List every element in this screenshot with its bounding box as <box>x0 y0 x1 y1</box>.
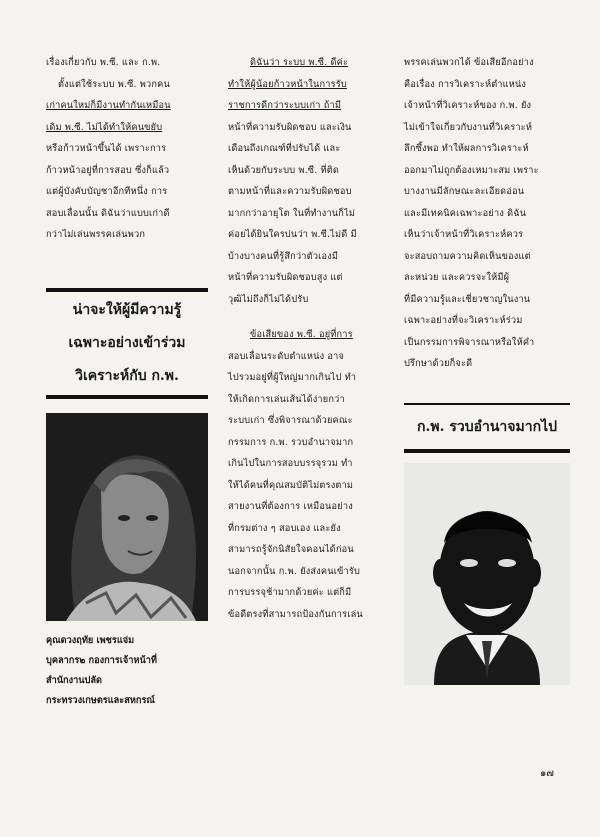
text-line: ก้าวหน้าอยู่ที่การสอบ ซึ่งก็แล้ว <box>46 164 170 176</box>
portrait-photo-man-icon <box>404 463 570 685</box>
headline-line: เฉพาะอย่างเข้าร่วม <box>68 334 186 351</box>
caption-line: สำนักงานปลัด <box>46 674 102 686</box>
col1-para1: เรื่องเกี่ยวกับ พ.ซี. และ ก.พ. <box>46 57 161 68</box>
headline-line: วิเคราะห์กับ ก.พ. <box>75 367 179 384</box>
text-line: มากกว่าอายุโต ในที่ทำงานก็ไม่ <box>228 207 356 219</box>
text-line: ที่กรมต่าง ๆ สอบเอง และยัง <box>228 522 341 534</box>
text-line: หรือก้าวหน้าขึ้นได้ เพราะการ <box>46 143 167 154</box>
text-line: สายงานที่ต้องการ เหมือนอย่าง <box>228 501 353 512</box>
text-line: สอบเลื่อนระดับตำแหน่ง อาจ <box>228 350 345 362</box>
text-line: สอบเลื่อนนั้น ดิฉันว่าแบบเก่าดี <box>46 207 170 219</box>
text-line: การบรรจุช้ามากด้วยค่ะ แต่ก็มี <box>228 587 352 598</box>
text-line: หน้าที่ความรับผิดชอบสูง แต่ <box>228 272 343 283</box>
headline-line: น่าจะให้ผู้มีความรู้ <box>72 301 182 318</box>
text-line: ให้เกิดการเล่นเส้นได้ง่ายกว่า <box>228 393 345 405</box>
text-line: ข้อเสียของ พ.ซี. อยู่ที่การ <box>250 329 353 340</box>
col1-para2-body <box>46 95 208 246</box>
text-line: เจ้าหน้าที่วิเคราะห์ของ ก.พ. ยัง <box>404 100 532 111</box>
text-line: ค่อยได้ยินใครบ่นว่า พ.ซี.ไม่ดี มี <box>228 229 357 240</box>
photo-caption <box>46 631 208 711</box>
col2-para1 <box>228 52 390 310</box>
text-line: เดือนถึงเกณฑ์ที่ปรับได้ และ <box>228 143 341 154</box>
text-line: เห็นด้วยกับระบบ พ.ซี. ที่ติด <box>228 164 340 176</box>
headline-rule-bottom <box>46 395 208 399</box>
text-line: จะสอบถามความคิดเห็นของแต่ <box>404 250 531 262</box>
text-line: เก่าคนใหม่ก็มีงานทำกันเหมือน <box>46 100 171 111</box>
text-line: ละหน่วย และควรจะให้มีผู้ <box>404 272 510 283</box>
text-line: ลึกซึ้งพอ ทำให้ผลการวิเคราะห์ <box>404 143 529 154</box>
text-line: ตั้งแต่ใช้ระบบ พ.ซี. พวกคน <box>58 78 170 90</box>
col2-para2 <box>228 324 390 625</box>
text-line: เดิม พ.ซี. ไม่ได้ทำให้คนขยับ <box>46 121 163 133</box>
text-line: และมีเทคนิคเฉพาะอย่าง ดิฉัน <box>404 207 527 219</box>
col3-para1 <box>404 52 570 375</box>
column-1 <box>46 52 208 711</box>
column-3 <box>404 52 570 685</box>
text-line: ออกมาไม่ถูกต้องเหมาะสม เพราะ <box>404 164 539 176</box>
text-line: สามารถรู้จักนิสัยใจคอนได้ก่อน <box>228 544 354 555</box>
column-2 <box>228 52 390 625</box>
text-line: ทำให้ผู้น้อยก้าวหน้าในการรับ <box>228 78 347 90</box>
text-line: เห็นว่าเจ้าหน้าที่วิเคราะห์ควร <box>404 229 524 240</box>
col3-headline: ก.พ. รวบอำนาจมากไป <box>417 418 557 435</box>
caption-name: คุณดวงฤทัย เพชรแจ่ม <box>46 634 135 646</box>
text-line: หน้าที่ความรับผิดชอบ และเงิน <box>228 121 352 133</box>
caption-line: กระทรวงเกษตรและสหกรณ์ <box>46 694 155 706</box>
text-line: ข้อดีตรงที่สามารถป้องกันการเล่น <box>228 608 363 620</box>
text-line: เกินไปในการสอบบรรจุรวม ทำ <box>228 458 353 469</box>
caption-line: บุคลากร๒ กองการเจ้าหน้าที่ <box>46 654 157 666</box>
headline-rule-bottom <box>404 449 570 453</box>
text-line: บ้างบางคนที่รู้สึกว่าตัวเองมี <box>228 250 339 262</box>
col1-para2 <box>46 74 208 96</box>
text-line: กรรมการ ก.พ. รวบอำนาจมาก <box>228 436 354 448</box>
text-line: คือเรื่อง การวิเคราะห์ตำแหน่ง <box>404 78 527 90</box>
text-line: วุฒิไม่ถึงก็ไม่ได้ปรับ <box>228 293 309 305</box>
text-line: นอกจากนั้น ก.พ. ยังส่งคนเข้ารับ <box>228 565 361 577</box>
col1-headline <box>46 292 208 395</box>
text-line: แต่ผู้บังคับบัญชาอีกทีหนึ่ง การ <box>46 186 168 197</box>
text-line: ราชการดีกว่าระบบเก่า ถ้ามี <box>228 100 342 111</box>
text-line: พรรคเล่นพวกได้ ข้อเสียอีกอย่าง <box>404 57 534 68</box>
text-line: ไม่เข้าใจเกี่ยวกับงานที่วิเคราะห์ <box>404 121 533 133</box>
text-line: กว่าไม่เล่นพรรคเล่นพวก <box>46 229 146 240</box>
text-line: ดิฉันว่า ระบบ พ.ซี. ดีค่ะ <box>250 57 349 68</box>
text-line: เป็นกรรมการพิจารณาหรือให้คำ <box>404 336 535 348</box>
portrait-photo-woman-icon <box>46 413 208 621</box>
text-line: ระบบเก่า ซึ่งพิจารณาด้วยคณะ <box>228 415 353 426</box>
text-line: บางงานมีลักษณะละเอียดอ่อน <box>404 186 525 197</box>
page-number: ๑๗ <box>540 768 554 779</box>
text-line: ที่มีความรู้และเชี่ยวชาญในงาน <box>404 293 531 305</box>
text-line: ปรึกษาด้วยก็จะดี <box>404 358 473 369</box>
text-line: เฉพาะอย่างที่จะวิเคราะห์ร่วม <box>404 315 523 326</box>
text-line: ไปรวมอยู่ที่ผู้ใหญ่มากเกินไป ทำ <box>228 372 357 383</box>
text-line: ตามหน้าที่และความรับผิดชอบ <box>228 186 352 197</box>
text-line: ให้ได้คนที่คุณสมบัติไม่ตรงตาม <box>228 479 354 491</box>
